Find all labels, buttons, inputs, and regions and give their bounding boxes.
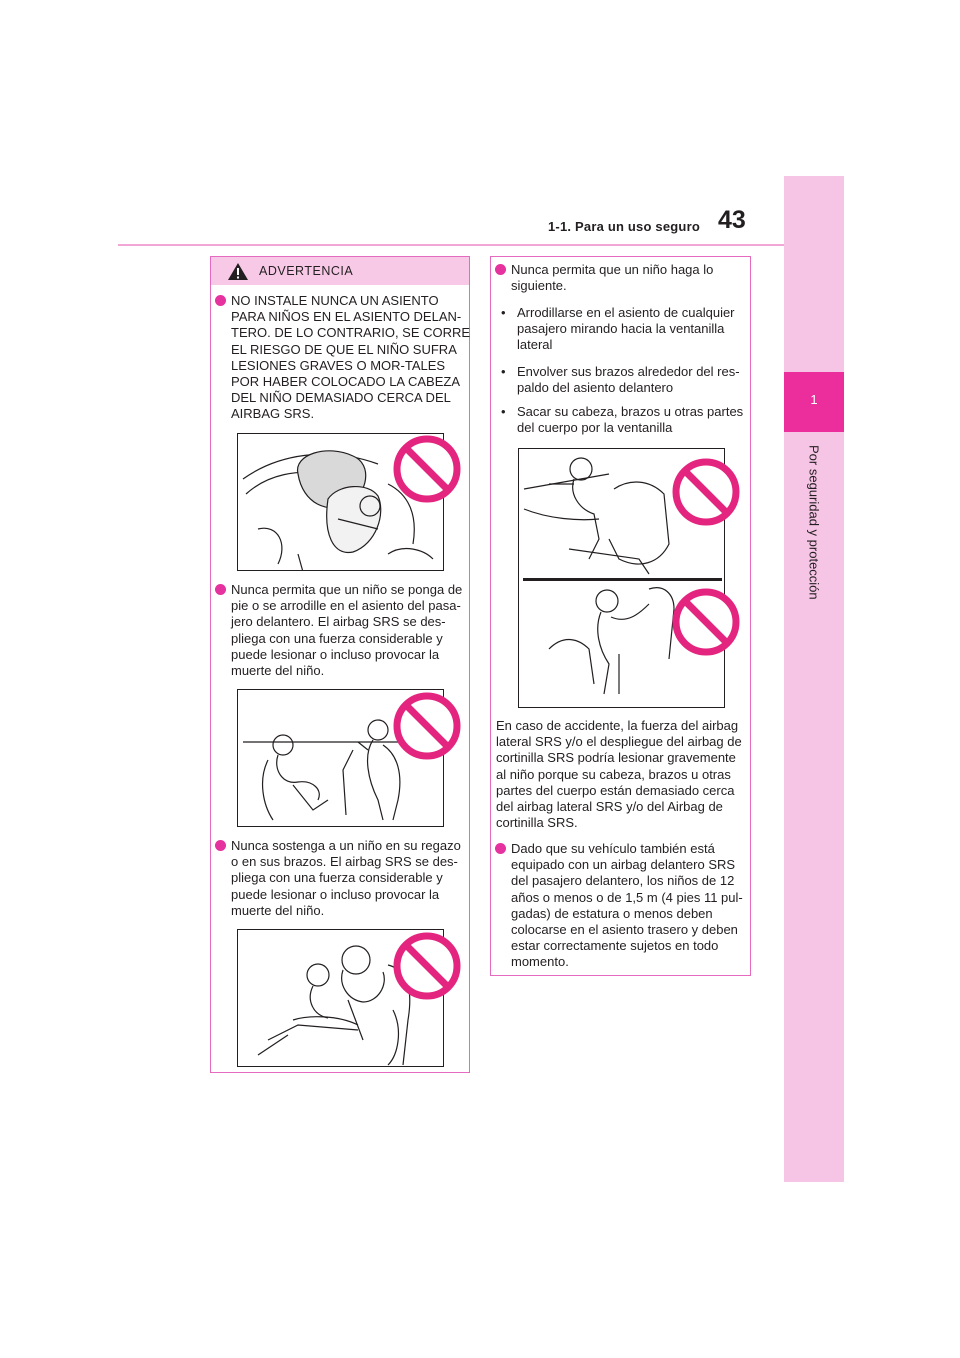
prohibited-icon bbox=[392, 691, 462, 761]
right-final-item bbox=[495, 841, 751, 971]
right-info-box bbox=[490, 256, 751, 976]
dash-item-3 bbox=[501, 404, 749, 436]
dash-item-text: Sacar su cabeza, brazos u otras partes del cuerpo por la ventanilla bbox=[517, 404, 744, 436]
warning-title: ADVERTENCIA bbox=[259, 264, 354, 278]
bullet-dot bbox=[495, 843, 506, 854]
warning-item-1 bbox=[215, 293, 471, 423]
right-intro-text: Nunca permita que un niño haga lo siguiente. bbox=[511, 262, 714, 294]
dash-marker: • bbox=[501, 305, 506, 320]
prohibited-icon bbox=[671, 587, 741, 657]
section-title: 1-1. Para un uso seguro bbox=[548, 219, 700, 234]
page-number: 43 bbox=[718, 206, 746, 234]
right-intro bbox=[495, 262, 751, 294]
right-paragraph: En caso de accidente, la fuerza del airbag lateral SRS y/o el despliegue del airbag de cortinilla SRS podría lesionar gravemente al niño porque su cabeza, brazos u otras partes del cuerpo están demasiado cerca del airbag lateral SRS y/o del Airbag de cortinilla SRS. bbox=[496, 718, 742, 831]
dash-item-text: Envolver sus brazos alrededor del res-paldo del asiento delantero bbox=[517, 364, 740, 396]
prohibited-icon bbox=[671, 457, 741, 527]
chapter-title: Por seguridad y protección bbox=[806, 445, 822, 600]
warning-item-3 bbox=[215, 838, 471, 919]
dash-marker: • bbox=[501, 364, 506, 379]
bullet-dot bbox=[215, 295, 226, 306]
warning-triangle-icon bbox=[227, 262, 249, 286]
right-final-text: Dado que su vehículo también está equipado con un airbag delantero SRS del pasajero delantero, los niños de 12 años o menos o de 1,5 m (4 pies 11 pul-gadas) de estatura o menos deben colocarse en el asiento trasero y deben estar correctamente sujetos en todo momento. bbox=[511, 841, 743, 970]
dash-item-2 bbox=[501, 364, 749, 396]
warning-box bbox=[210, 256, 470, 1073]
warning-header bbox=[211, 257, 469, 285]
warning-item-text: Nunca permita que un niño se ponga de pie o se arrodille en el asiento del pasa-jero delantero. El airbag SRS se des-pliega con una fuerza considerable y puede lesionar o incluso provocar la muerte del niño. bbox=[231, 582, 463, 679]
bullet-dot bbox=[215, 584, 226, 595]
chapter-side-tab bbox=[784, 176, 844, 1182]
header-rule bbox=[118, 244, 784, 246]
prohibited-icon bbox=[392, 434, 462, 504]
bullet-dot bbox=[215, 840, 226, 851]
dash-item-1 bbox=[501, 305, 749, 354]
warning-item-text: NO INSTALE NUNCA UN ASIENTO PARA NIÑOS EN EL ASIENTO DELAN-TERO. DE LO CONTRARIO, SE CORRE EL RIESGO DE QUE EL NIÑO SUFRA LESIONES GRAVES O MOR-TALES POR HABER COLOCADO LA CABEZA DEL NIÑO DEMASIADO CERCA DEL AIRBAG SRS. bbox=[231, 293, 471, 422]
warning-item-text: Nunca sostenga a un niño en su regazo o en sus brazos. El airbag SRS se des-pliega con una fuerza considerable y puede lesionar o incluso provocar la muerte del niño. bbox=[231, 838, 461, 918]
illustration-divider bbox=[523, 578, 722, 581]
warning-item-2 bbox=[215, 582, 471, 679]
dash-item-text: Arrodillarse en el asiento de cualquier pasajero mirando hacia la ventanilla lateral bbox=[517, 305, 735, 353]
prohibited-icon bbox=[392, 931, 462, 1001]
chapter-number: 1 bbox=[784, 372, 844, 432]
dash-marker: • bbox=[501, 404, 506, 419]
bullet-dot bbox=[495, 264, 506, 275]
